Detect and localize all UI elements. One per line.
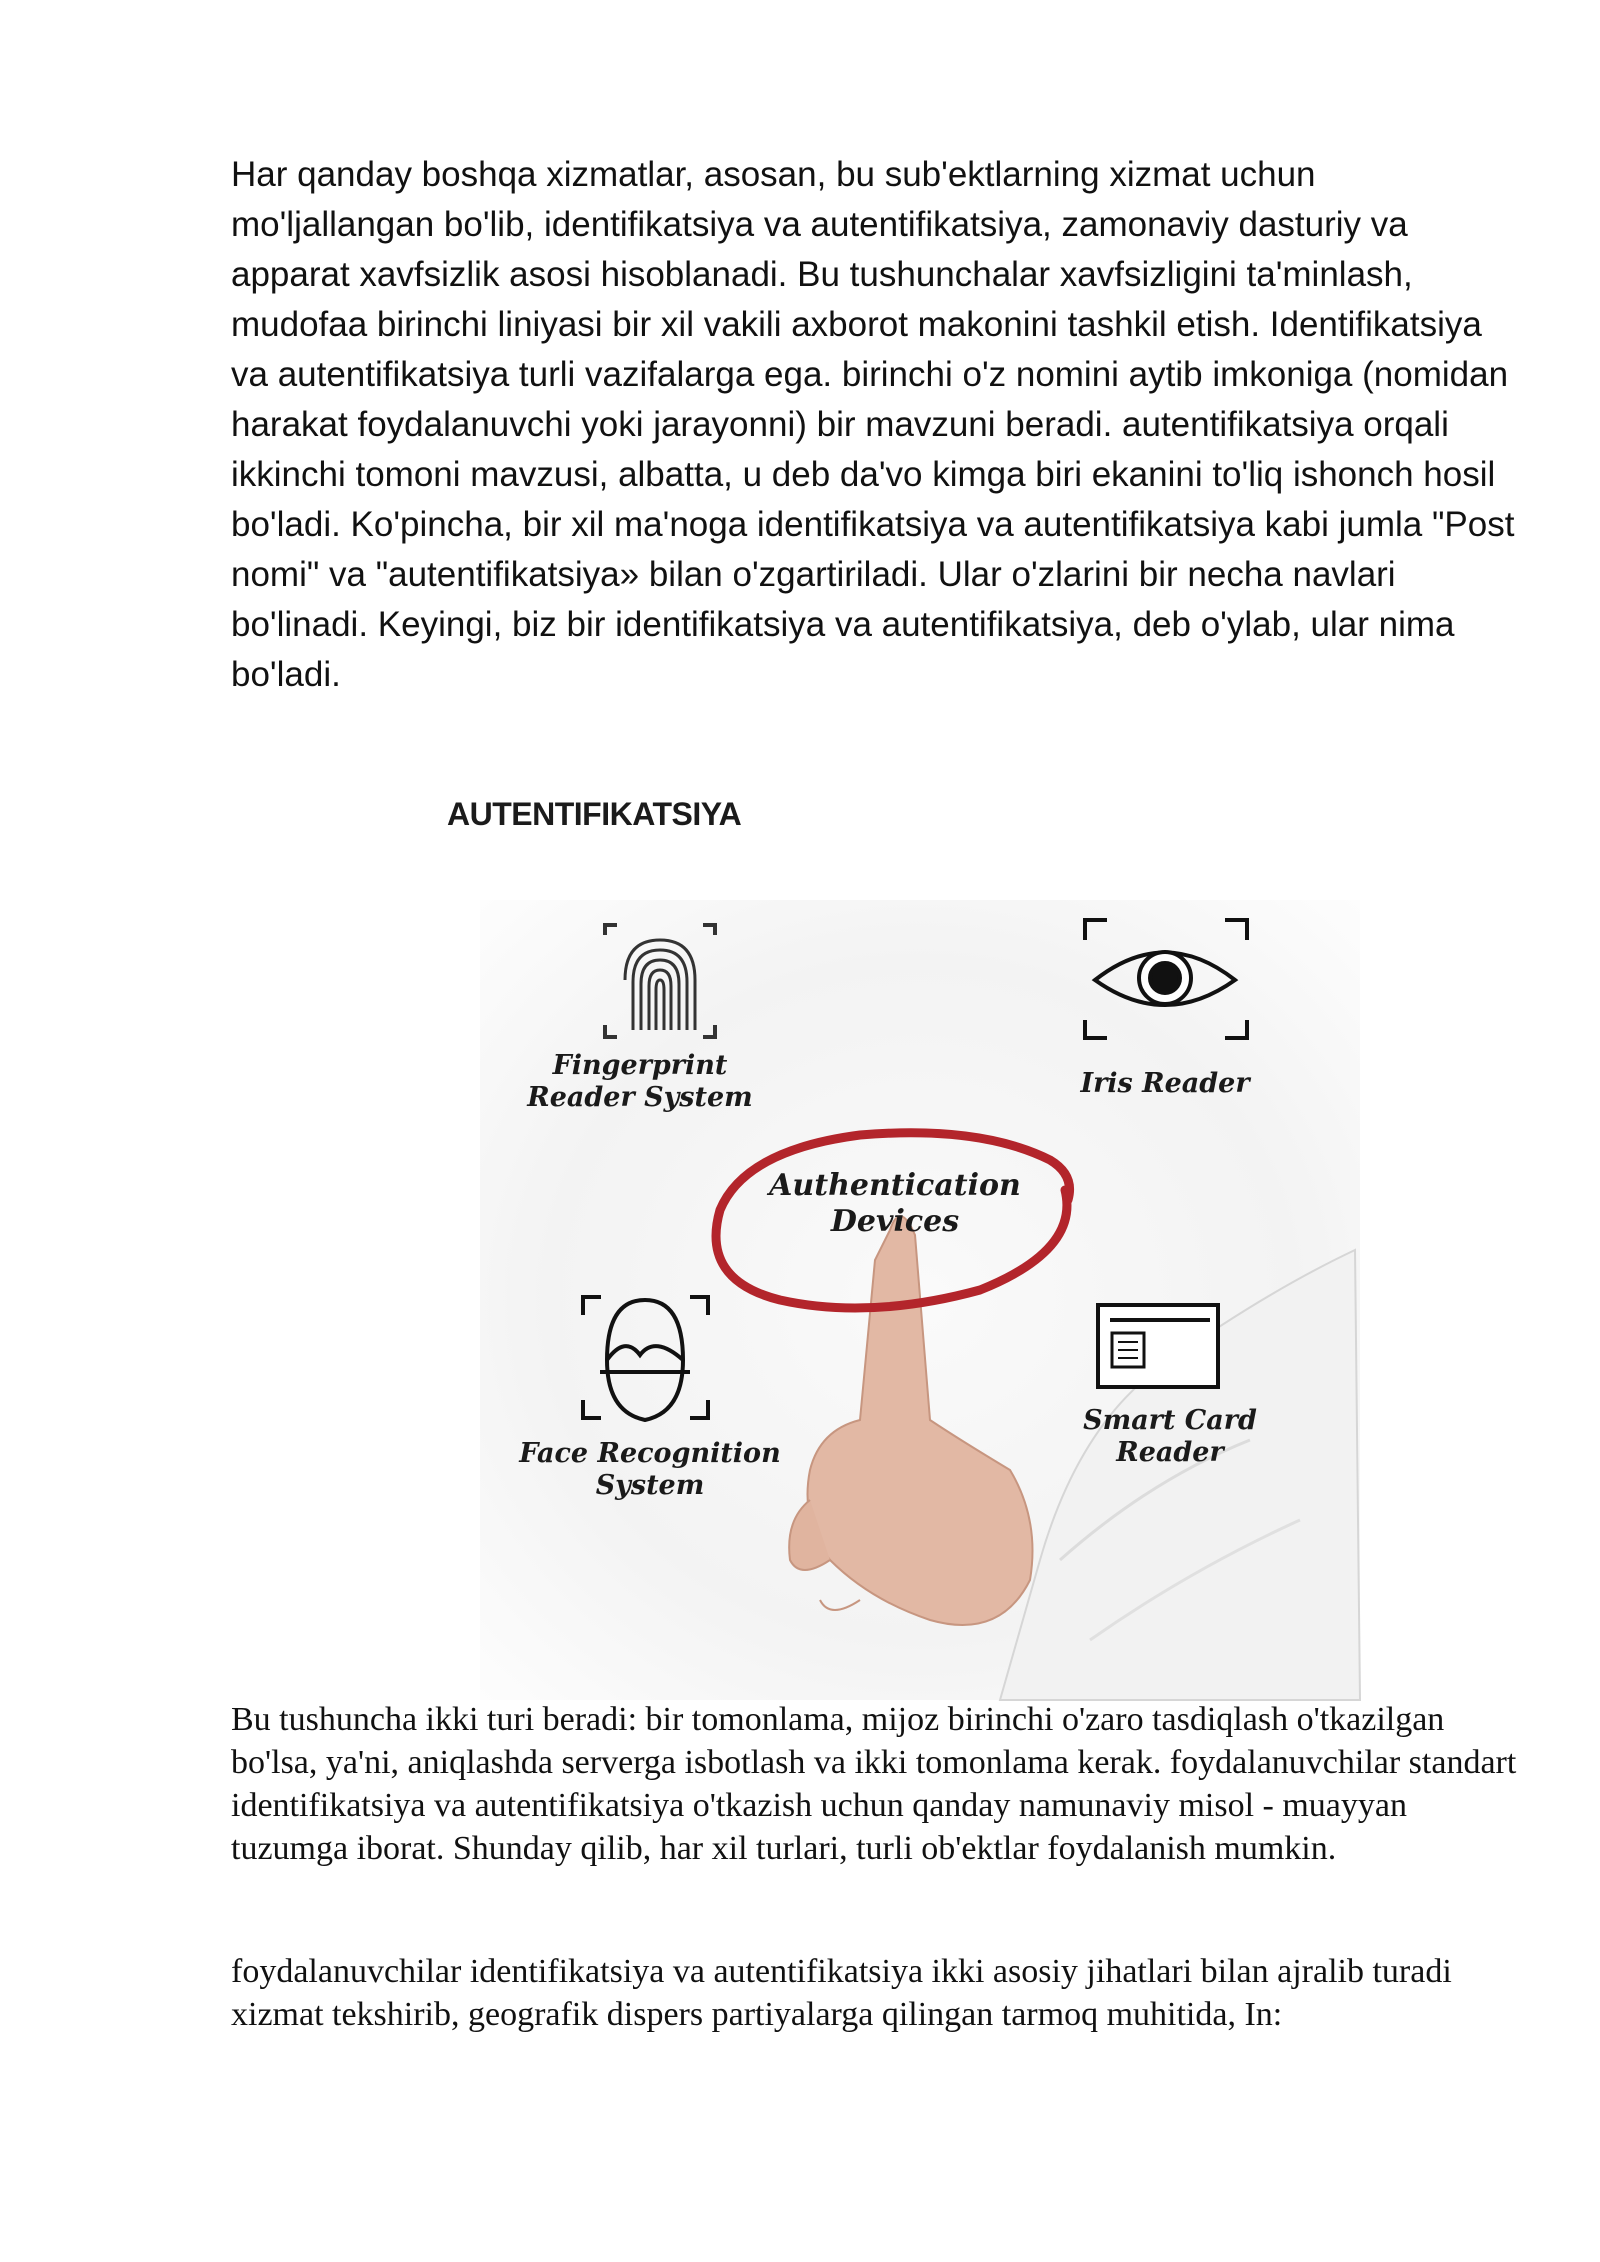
- third-paragraph: foydalanuvchilar identifikatsiya va autentifikatsiya ikki asosiy jihatlari bilan ajralib turadi xizmat tekshirib, geografik dispers partiyalarga qilingan tarmoq muhitida, In:: [231, 1953, 1452, 2033]
- smart-card-label: [1065, 1405, 1275, 1469]
- face-recognition-icon: [583, 1297, 708, 1420]
- figure-title: AUTENTIFIKATSIYA: [447, 796, 742, 832]
- iris-eye-icon: [1085, 920, 1247, 1038]
- smart-card-label-line1: Smart Card: [1083, 1405, 1257, 1436]
- iris-reader-label: Iris Reader: [1080, 1068, 1250, 1099]
- smart-card-label-line2: Reader: [1116, 1437, 1224, 1468]
- face-recognition-label: [505, 1438, 795, 1502]
- second-paragraph: Bu tushuncha ikki turi beradi: bir tomonlama, mijoz birinchi o'zaro tasdiqlash o'tkazilgan bo'lsa, ya'ni, aniqlashda serverga isbotlash va ikki tomonlama kerak. foydalanuvchilar standart identifikatsiya va autentifikatsiya o'tkazish uchun qanday namunaviy misol - muayyan tuzumga iborat. Shunday qilib, har xil turlari, turli ob'ektlar foydalanish mumkin.: [231, 1701, 1517, 1867]
- intro-paragraph: Har qanday boshqa xizmatlar, asosan, bu sub'ektlarning xizmat uchun mo'ljallangan bo'lib, identifikatsiya va autentifikatsiya, zamonaviy dasturiy va apparat xavfsizlik asosi hisoblanadi. Bu tushunchalar xavfsizligini ta'minlash, mudofaa birinchi liniyasi bir xil vakili axborot makonini tashkil etish. Identifikatsiya va autentifikatsiya turli vazifalarga ega. birinchi o'z nomini aytib imkoniga (nomidan harakat foydalanuvchi yoki jarayonni) bir mavzuni beradi. autentifikatsiya orqali ikkinchi tomoni mavzusi, albatta, u deb da'vo kimga biri ekanini to'liq ishonch hosil bo'ladi. Ko'pincha, bir xil ma'noga identifikatsiya va autentifikatsiya kabi jumla "Post nomi" va "autentifikatsiya» bilan o'zgartiriladi. Ular o'zlarini bir necha navlari bo'linadi. Keyingi, biz bir identifikatsiya va autentifikatsiya, deb o'ylab, ular nima bo'ladi.: [231, 155, 1515, 694]
- face-label-line2: System: [595, 1470, 705, 1501]
- center-label-line1: Authentication: [769, 1168, 1021, 1203]
- center-label-line2: Devices: [830, 1204, 960, 1239]
- center-label: [735, 1168, 1055, 1240]
- fingerprint-label-line1: Fingerprint: [552, 1050, 728, 1081]
- fingerprint-label: [510, 1050, 770, 1114]
- face-label-line1: Face Recognition: [519, 1438, 781, 1469]
- fingerprint-icon: [605, 925, 715, 1037]
- fingerprint-label-line2: Reader System: [527, 1082, 753, 1113]
- smart-card-icon: [1098, 1305, 1218, 1387]
